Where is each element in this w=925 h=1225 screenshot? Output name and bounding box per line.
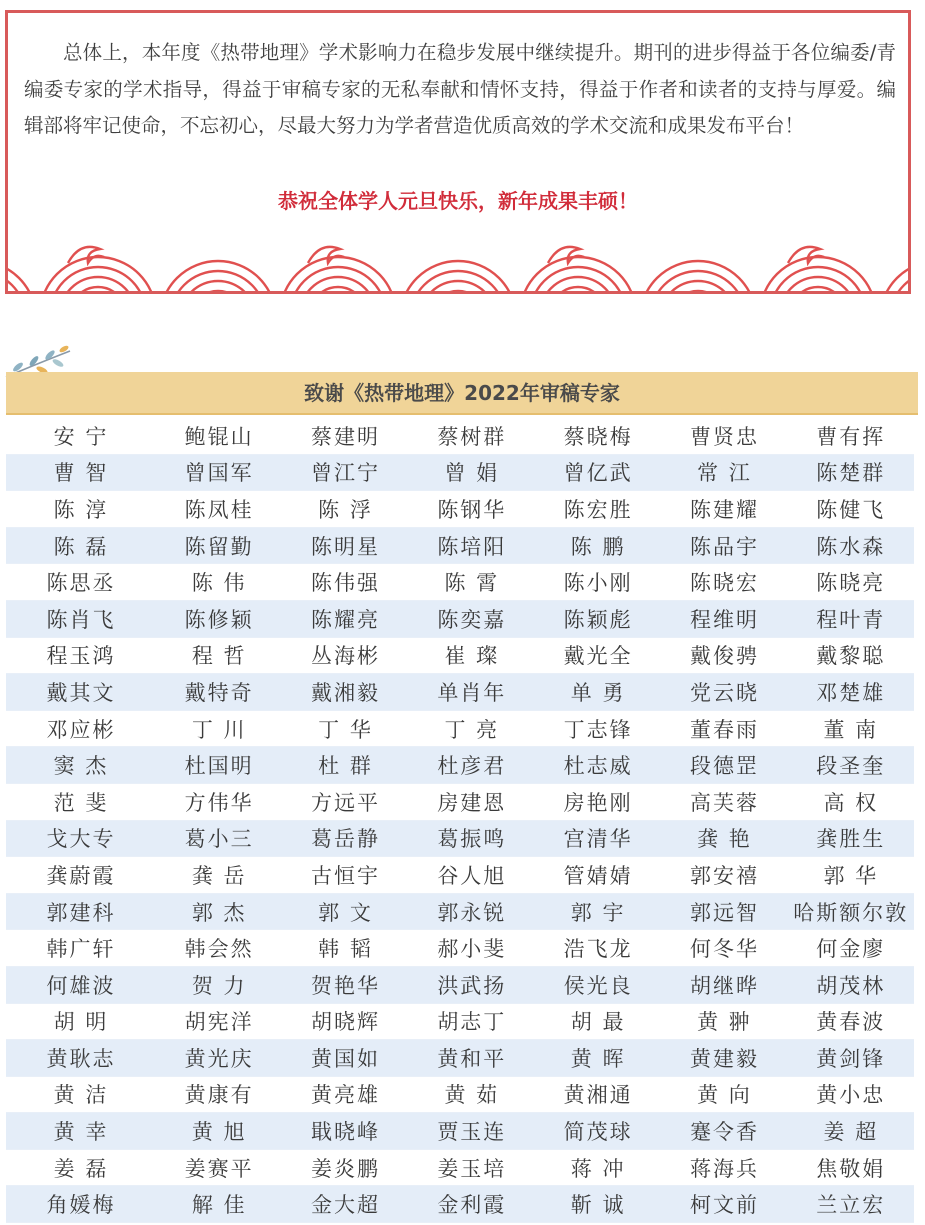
table-row (6, 967, 914, 1004)
reviewer-name-cell: 金大超 (310, 1193, 380, 1218)
reviewer-name-cell: 戈大专 (46, 827, 116, 852)
reviewer-name-cell: 陈留勤 (184, 534, 254, 559)
reviewer-name-cell: 常 江 (697, 461, 752, 486)
reviewer-name-cell: 陈小刚 (563, 571, 633, 596)
reviewer-name-cell: 柯文前 (689, 1193, 759, 1218)
reviewer-name-cell: 戴俊骋 (689, 644, 759, 669)
reviewer-name-cell: 陈品宇 (689, 534, 759, 559)
reviewer-name-cell: 陈 鹏 (570, 534, 626, 559)
reviewer-name-cell: 陈 霄 (444, 571, 500, 596)
reviewer-name-cell: 焦敬娟 (816, 1156, 886, 1181)
reviewer-name-cell: 何金廖 (816, 937, 886, 962)
reviewer-name-cell: 曾国军 (184, 461, 254, 486)
reviewer-name-cell: 丛海彬 (310, 644, 380, 669)
reviewer-name-cell: 戴特奇 (184, 680, 254, 705)
reviewer-name-cell: 黄 向 (697, 1083, 752, 1108)
reviewer-name-cell: 蒋 冲 (570, 1156, 626, 1181)
reviewer-name-cell: 胡志丁 (437, 1010, 507, 1035)
table-row (6, 1113, 914, 1150)
reviewer-name-cell: 胡晓辉 (310, 1010, 380, 1035)
reviewer-name-cell: 贾玉连 (437, 1120, 507, 1145)
reviewer-name-cell: 单肖年 (437, 680, 507, 705)
reviewer-name-cell: 安 宁 (53, 424, 109, 449)
table-row (6, 601, 914, 638)
reviewer-name-cell: 曹贤忠 (689, 424, 759, 449)
table-row (6, 1150, 914, 1187)
reviewer-name-cell: 胡 最 (570, 1010, 626, 1035)
reviewer-name-cell: 戴黎聪 (816, 644, 886, 669)
reviewer-name-cell: 窦 杰 (53, 754, 109, 779)
reviewer-name-cell: 丁志锋 (563, 717, 633, 742)
reviewer-name-cell: 丁 川 (191, 717, 247, 742)
reviewer-name-cell: 戢晓峰 (310, 1120, 380, 1145)
table-row (6, 674, 914, 711)
reviewer-name-cell: 陈建耀 (689, 497, 759, 522)
reviewer-name-cell: 管婧婧 (563, 863, 633, 888)
reviewer-name-cell: 葛岳静 (310, 827, 380, 852)
table-row (6, 455, 914, 492)
reviewer-name-cell: 胡茂林 (816, 973, 886, 998)
reviewer-name-cell: 解 佳 (191, 1193, 247, 1218)
reviewer-name-cell: 郝小斐 (437, 937, 507, 962)
reviewer-name-cell: 黄国如 (310, 1046, 380, 1071)
reviewer-name-cell: 程 哲 (191, 644, 247, 669)
reviewer-name-cell: 古恒宇 (310, 863, 380, 888)
reviewer-name-cell: 曾亿武 (563, 461, 633, 486)
reviewer-name-cell: 高 权 (823, 790, 879, 815)
reviewer-name-cell: 陈培阳 (437, 534, 507, 559)
reviewer-name-cell: 陈楚群 (816, 461, 886, 486)
reviewer-name-cell: 方伟华 (184, 790, 254, 815)
reviewer-name-cell: 单 勇 (570, 680, 626, 705)
reviewer-name-cell: 段德罡 (689, 754, 759, 779)
table-row (6, 491, 914, 528)
reviewer-name-cell: 蔡晓梅 (563, 424, 633, 449)
reviewer-name-cell: 鲍锟山 (184, 424, 254, 449)
reviewer-name-cell: 程维明 (689, 607, 759, 632)
reviewer-name-cell: 曹 智 (53, 461, 109, 486)
table-row (6, 821, 914, 858)
reviewer-name-cell: 龚蔚霞 (46, 863, 116, 888)
reviewer-name-cell: 曾 娟 (444, 461, 500, 486)
reviewer-name-cell: 陈凤桂 (184, 497, 254, 522)
reviewer-name-cell: 邓楚雄 (816, 680, 886, 705)
reviewer-name-cell: 郭安禧 (689, 863, 759, 888)
reviewer-name-cell: 黄 晖 (570, 1046, 626, 1071)
reviewer-name-cell: 胡继晔 (689, 973, 759, 998)
reviewer-name-cell: 龚 岳 (191, 863, 247, 888)
reviewer-name-cell: 陈修颖 (184, 607, 254, 632)
reviewer-name-cell: 蔡建明 (310, 424, 380, 449)
reviewer-name-cell: 杜彦君 (437, 754, 507, 779)
reviewer-name-cell: 姜 超 (823, 1120, 879, 1145)
reviewer-name-cell: 蹇令香 (689, 1120, 759, 1145)
reviewer-name-cell: 高芙蓉 (689, 790, 759, 815)
reviewer-name-cell: 丁 亮 (444, 717, 500, 742)
reviewer-name-cell: 杜国明 (184, 754, 254, 779)
reviewer-name-cell: 蔡树群 (437, 424, 507, 449)
reviewer-name-cell: 党云晓 (689, 680, 759, 705)
reviewer-name-cell: 陈健飞 (816, 497, 886, 522)
reviewer-name-cell: 杜志威 (563, 754, 633, 779)
reviewer-name-cell: 贺艳华 (310, 973, 380, 998)
table-row (6, 638, 914, 675)
reviewer-name-cell: 范 斐 (53, 790, 109, 815)
reviewer-name-cell: 简茂球 (563, 1120, 633, 1145)
reviewer-name-cell: 宫清华 (563, 827, 633, 852)
reviewer-name-cell: 黄康有 (184, 1083, 254, 1108)
reviewer-name-cell: 程玉鸿 (46, 644, 116, 669)
reviewer-name-cell: 黄春波 (816, 1010, 886, 1035)
reviewer-name-cell: 郭 宇 (570, 900, 626, 925)
reviewer-name-cell: 陈肖飞 (46, 607, 116, 632)
reviewer-name-cell: 蒋海兵 (689, 1156, 759, 1181)
reviewer-name-cell: 葛振鸣 (437, 827, 507, 852)
reviewer-name-cell: 曹有挥 (816, 424, 886, 449)
table-row (6, 418, 914, 455)
reviewer-name-cell: 戴湘毅 (310, 680, 380, 705)
reviewer-name-cell: 陈 淳 (53, 497, 109, 522)
reviewer-name-cell: 韩会然 (184, 937, 254, 962)
reviewer-name-cell: 侯光良 (563, 973, 633, 998)
reviewer-name-cell: 谷人旭 (437, 863, 507, 888)
reviewer-name-cell: 靳 诚 (570, 1193, 626, 1218)
table-row (6, 1040, 914, 1077)
reviewer-name-cell: 哈斯额尔敦 (793, 900, 909, 925)
reviewer-name-cell: 崔 璨 (444, 644, 500, 669)
reviewer-name-cell: 董 南 (823, 717, 879, 742)
reviewer-name-cell: 黄建毅 (689, 1046, 759, 1071)
table-row (6, 930, 914, 967)
reviewer-name-cell: 郭 华 (823, 863, 879, 888)
reviewer-name-cell: 陈明星 (310, 534, 380, 559)
reviewer-name-cell: 姜玉培 (437, 1156, 507, 1181)
table-row (6, 894, 914, 931)
reviewer-name-cell: 黄光庆 (184, 1046, 254, 1071)
notice-box (5, 10, 911, 294)
reviewer-name-cell: 陈钢华 (437, 497, 507, 522)
notice-paragraph: 总体上，本年度《热带地理》学术影响力在稳步发展中继续提升。期刊的进步得益于各位编委/青编委专家的学术指导，得益于审稿专家的无私奉献和情怀支持，得益于作者和读者的支持与厚爱。编辑部将牢记使命，不忘初心，尽最大努力为学者营造优质高效的学术交流和成果发布平台！ (24, 41, 896, 137)
reviewer-name-cell: 郭 文 (318, 900, 373, 925)
reviewer-name-cell: 房建恩 (437, 790, 507, 815)
reviewer-name-cell: 黄湘通 (563, 1083, 633, 1108)
reviewer-name-cell: 金利霞 (437, 1193, 507, 1218)
reviewer-name-cell: 葛小三 (184, 827, 254, 852)
reviewer-name-cell: 陈 伟 (191, 571, 247, 596)
reviewer-name-cell: 程叶青 (816, 607, 886, 632)
reviewer-name-cell: 兰立宏 (816, 1193, 886, 1218)
reviewer-name-cell: 董春雨 (689, 717, 759, 742)
reviewer-name-cell: 姜赛平 (184, 1156, 254, 1181)
reviewer-name-cell: 黄 洁 (53, 1083, 109, 1108)
reviewer-name-cell: 陈伟强 (310, 571, 380, 596)
reviewer-name-cell: 郭建科 (46, 900, 116, 925)
reviewer-name-cell: 何冬华 (689, 937, 759, 962)
table-row (6, 1077, 914, 1114)
table-row (6, 711, 914, 748)
reviewer-name-cell: 龚胜生 (816, 827, 886, 852)
reviewer-name-cell: 陈宏胜 (563, 497, 633, 522)
reviewer-name-table (6, 418, 914, 1223)
reviewer-name-cell: 贺 力 (191, 973, 247, 998)
table-row (6, 747, 914, 784)
reviewer-name-cell: 角媛梅 (46, 1193, 116, 1218)
reviewer-name-cell: 戴其文 (46, 680, 116, 705)
new-year-greeting: 恭祝全体学人元旦快乐，新年成果丰硕！ (278, 189, 638, 213)
reviewer-name-cell: 郭永锐 (437, 900, 507, 925)
reviewer-name-cell: 韩广轩 (46, 937, 116, 962)
reviewer-name-cell: 黄 旭 (191, 1120, 247, 1145)
reviewer-name-cell: 姜 磊 (53, 1156, 109, 1181)
table-row (6, 857, 914, 894)
reviewer-name-cell: 黄亮雄 (310, 1083, 380, 1108)
reviewer-name-cell: 郭 杰 (191, 900, 247, 925)
reviewer-name-cell: 黄 翀 (697, 1010, 752, 1035)
reviewer-name-cell: 黄剑锋 (816, 1046, 886, 1071)
reviewer-name-cell: 黄耿志 (46, 1046, 116, 1071)
reviewer-name-cell: 郭远智 (689, 900, 759, 925)
reviewer-name-cell: 丁 华 (318, 717, 373, 742)
reviewer-name-cell: 陈晓宏 (689, 571, 759, 596)
reviewer-name-cell: 陈 磊 (53, 534, 109, 559)
reviewer-name-cell: 陈水森 (816, 534, 886, 559)
table-row (6, 784, 914, 821)
table-row (6, 564, 914, 601)
table-row (6, 528, 914, 565)
reviewer-name-cell: 韩 韬 (318, 937, 373, 962)
reviewer-name-cell: 陈奕嘉 (437, 607, 507, 632)
reviewer-name-cell: 戴光全 (563, 644, 633, 669)
reviewer-name-cell: 姜炎鹏 (310, 1156, 380, 1181)
reviewer-name-cell: 陈晓亮 (816, 571, 886, 596)
reviewer-name-cell: 黄 幸 (53, 1120, 109, 1145)
reviewer-name-cell: 房艳刚 (563, 790, 633, 815)
reviewer-name-cell: 黄和平 (437, 1046, 507, 1071)
wave-pattern-decoration (8, 219, 908, 291)
table-row (6, 1186, 914, 1223)
reviewer-name-cell: 陈颖彪 (563, 607, 633, 632)
table-row (6, 1004, 914, 1041)
reviewer-name-cell: 邓应彬 (46, 717, 116, 742)
reviewer-name-cell: 黄小忠 (816, 1083, 886, 1108)
reviewer-name-cell: 黄 茹 (444, 1083, 500, 1108)
reviewer-name-cell: 陈耀亮 (310, 607, 380, 632)
reviewer-name-cell: 洪武扬 (437, 973, 507, 998)
table-title: 致谢《热带地理》2022年审稿专家 (6, 372, 918, 415)
reviewer-name-cell: 陈 浮 (318, 497, 373, 522)
reviewer-name-cell: 曾江宁 (310, 461, 380, 486)
reviewer-name-cell: 胡宪洋 (184, 1010, 254, 1035)
reviewer-name-cell: 龚 艳 (697, 827, 752, 852)
reviewer-name-cell: 杜 群 (318, 754, 373, 779)
reviewer-name-cell: 方远平 (310, 790, 380, 815)
reviewer-name-cell: 陈思丞 (46, 571, 116, 596)
reviewer-name-cell: 段圣奎 (816, 754, 886, 779)
reviewer-name-cell: 浩飞龙 (563, 937, 633, 962)
reviewer-name-cell: 胡 明 (53, 1010, 109, 1035)
reviewer-name-cell: 何雄波 (46, 973, 116, 998)
